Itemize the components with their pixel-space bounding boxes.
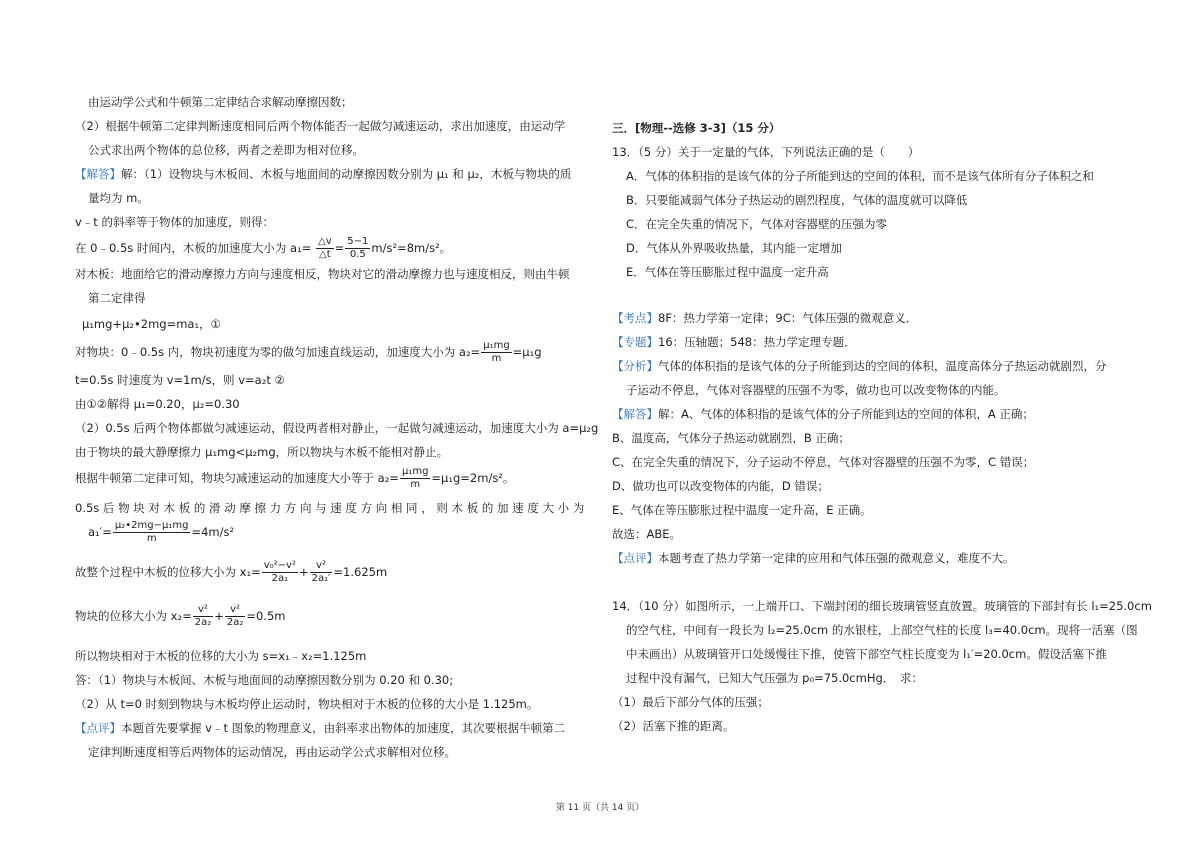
text: m/s²=8m/s²。 <box>371 241 452 255</box>
text-line: 第二定律得 <box>88 291 146 305</box>
answer-tag: 【解答】 <box>612 407 658 421</box>
text-line: t=0.5s 时速度为 v=1m/s，则 v=a₂t ② <box>75 373 285 387</box>
option-e: E．气体在等压膨胀过程中温度一定升高 <box>626 265 829 279</box>
text: + <box>214 609 224 623</box>
answer-tag: 【解答】 <box>75 167 121 181</box>
text-line: 子运动不停息，气体对容器壁的压强不为零，做功也可以改变物体的内能。 <box>626 383 1006 397</box>
formula-line <box>75 560 387 585</box>
text-line: 过程中没有漏气，已知大气压强为 p₀=75.0cmHg． 求： <box>626 671 924 685</box>
text-line: 由运动学公式和牛顿第二定律结合求解动摩擦因数； <box>88 95 353 109</box>
page-footer: 第 11 页（共 14 页） <box>555 803 645 813</box>
text-line: （1）最后下部分气体的压强； <box>612 695 769 709</box>
text: =4m/s² <box>191 525 235 539</box>
denominator: m <box>410 479 421 490</box>
text: 解：（1）设物块与木板间、木板与地面间的动摩擦因数分别为 μ₁ 和 μ₂，木板与物块的质 <box>121 167 572 181</box>
text-line: （2）根据牛顿第二定律判断速度相同后两个物体能否一起做匀减速运动，求出加速度，由运动学 <box>75 119 566 133</box>
formula-line <box>88 520 234 545</box>
text: 本题考查了热力学第一定律的应用和气体压强的微观意义，难度不大。 <box>658 551 1015 565</box>
fraction <box>113 520 191 545</box>
denominator: △t <box>319 249 331 260</box>
fraction <box>193 604 214 629</box>
text-line: 答：（1）物块与木板间、木板与地面间的动摩擦因数分别为 0.20 和 0.30; <box>75 673 454 687</box>
question-14: 14．（10 分）如图所示，一上端开口、下端封闭的细长玻璃管竖直放置。玻璃管的下部封有长 l₁=25.0cm <box>612 599 1152 613</box>
fraction <box>262 560 298 585</box>
formula-line <box>75 604 286 629</box>
topic-line <box>612 334 856 350</box>
fraction <box>316 236 334 261</box>
test-point-line <box>612 310 917 326</box>
text: 对物块：0﹣0.5s 内，物块初速度为零的做匀加速直线运动，加速度大小为 a₂= <box>75 345 481 359</box>
analysis-tag: 【分析】 <box>612 359 658 373</box>
text-line: C、在完全失重的情况下，分子运动不停息，气体对容器壁的压强不为零，C 错误； <box>612 455 1035 469</box>
review-tag: 【点评】 <box>612 551 658 565</box>
text: 根据牛顿第二定律可知，物块匀减速运动的加速度大小等于 a₂= <box>75 471 399 485</box>
numerator: μ₂•2mg−μ₁mg <box>114 520 189 531</box>
text: 故整个过程中木板的位移大小为 x₁= <box>75 565 261 579</box>
numerator: v₀²−v² <box>263 560 296 571</box>
text-line: 量均为 m。 <box>88 191 149 205</box>
text-line: 0.5s 后 物 块 对 木 板 的 滑 动 摩 擦 力 方 向 与 速 度 方 向 相 同 ， 则 木 板 的 加 速 度 大 小 为 <box>75 501 585 515</box>
section-title: 三．[物理--选修 3-3]（15 分） <box>612 121 781 135</box>
denominator: 2a₂ <box>194 617 212 628</box>
text: =0.5m <box>246 609 286 623</box>
fraction <box>400 466 430 491</box>
text: =μ₁g=2m/s²。 <box>431 471 515 485</box>
text: =μ₁g <box>512 345 542 359</box>
solution-line <box>75 166 571 182</box>
numerator: μ₁mg <box>483 340 510 351</box>
text-line: B、温度高，气体分子热运动就剧烈，B 正确； <box>612 431 850 445</box>
fraction <box>481 340 511 365</box>
text-line: E、气体在等压膨胀过程中温度一定升高，E 正确。 <box>612 503 872 517</box>
text-line: v﹣t 的斜率等于物体的加速度，则得： <box>75 215 274 229</box>
formula-line <box>75 466 514 491</box>
text: 解：A、气体的体积指的是该气体的分子所能到达的空间的体积，A 正确； <box>658 407 1034 421</box>
numerator: v² <box>193 604 214 617</box>
fraction <box>310 560 333 585</box>
text-line: 由①②解得 μ₁=0.20，μ₂=0.30 <box>75 397 240 411</box>
text: + <box>298 565 309 579</box>
text-line: 定律判断速度相等后两物体的运动情况，再由运动学公式求解相对位移。 <box>88 745 456 759</box>
text-line: 所以物块相对于木板的位移的大小为 s=x₁﹣x₂=1.125m <box>75 649 367 663</box>
text: =1.625m <box>333 565 388 579</box>
solution-line <box>612 406 1034 422</box>
text-line: μ₁mg+μ₂•2mg=ma₁，① <box>82 317 221 331</box>
text: 8F：热力学第一定律；9C：气体压强的微观意义． <box>658 311 918 325</box>
numerator: △v <box>318 236 332 247</box>
review-tag: 【点评】 <box>75 721 121 735</box>
text: 物块的位移大小为 x₂= <box>75 609 192 623</box>
formula-line <box>75 340 542 365</box>
review-line <box>75 720 565 736</box>
denominator: 2a₁′ <box>311 573 331 584</box>
option-c: C．在完全失重的情况下，气体对容器壁的压强为零 <box>626 217 888 231</box>
denominator: m <box>491 353 502 364</box>
denominator: 2a₁ <box>271 573 289 584</box>
text: 在 0﹣0.5s 时间内，木板的加速度大小为 a₁= <box>75 241 312 255</box>
denominator: 0.5 <box>349 249 366 260</box>
analysis-line <box>612 358 1107 374</box>
test-point-tag: 【考点】 <box>612 311 658 325</box>
text: 16：压轴题；548：热力学定理专题． <box>658 335 856 349</box>
text-line: （2）从 t=0 时刻到物块与木板均停止运动时，物块相对于木板的位移的大小是 1.125m。 <box>75 697 539 711</box>
text: 气体的体积指的是该气体的分子所能到达的空间的体积，温度高体分子热运动就剧烈，分 <box>658 359 1107 373</box>
topic-tag: 【专题】 <box>612 335 658 349</box>
text-line: 公式求出两个物体的总位移，两者之差即为相对位移。 <box>88 143 364 157</box>
numerator: v² <box>225 604 246 617</box>
formula-line: 在 0﹣0.5s 时间内，木板的加速度大小为 a₁= $\frac{\triangle v}{\triangle t}$ = $\frac{5-1}{0.5}$ m/s²=8m/s²。 <box>75 236 452 260</box>
text-line: 中未画出）从玻璃管开口处缓慢往下推，使管下部空气柱长度变为 l₁′=20.0cm。假设活塞下推 <box>626 647 1107 661</box>
denominator: m <box>146 533 157 544</box>
text: 本题首先要掌握 v﹣t 图象的物理意义，由斜率求出物体的加速度，其次要根据牛顿第二 <box>121 721 566 735</box>
text-line: 由于物块的最大静摩擦力 μ₁mg<μ₂mg，所以物块与木板不能相对静止。 <box>75 445 449 459</box>
question-13: 13．（5 分）关于一定量的气体，下列说法正确的是（ ） <box>612 145 920 159</box>
fraction <box>225 604 246 629</box>
denominator: 2a₂ <box>226 617 244 628</box>
text-line: 对木板：地面给它的滑动摩擦力方向与速度相反，物块对它的滑动摩擦力也与速度相反，则由牛顿 <box>75 267 570 281</box>
fraction <box>345 236 370 261</box>
numerator: v² <box>310 560 333 573</box>
text-line: 故选：ABE。 <box>612 527 682 541</box>
text: a₁′= <box>88 525 112 539</box>
text-line: 的空气柱，中间有一段长为 l₂=25.0cm 的水银柱，上部空气柱的长度 l₃=40.0cm。现将一活塞（图 <box>626 623 1138 637</box>
text-line: （2）活塞下推的距离。 <box>612 719 735 733</box>
review-line <box>612 550 1015 566</box>
option-b: B．只要能减弱气体分子热运动的剧烈程度，气体的温度就可以降低 <box>626 193 968 207</box>
option-d: D．气体从外界吸收热量，其内能一定增加 <box>626 241 842 255</box>
numerator: μ₁mg <box>401 466 429 477</box>
text-line: D、做功也可以改变物体的内能，D 错误； <box>612 479 829 493</box>
option-a: A．气体的体积指的是该气体的分子所能到达的空间的体积，而不是该气体所有分子体积之和 <box>626 169 1094 183</box>
text-line: （2）0.5s 后两个物体都做匀减速运动，假设两者相对静止，一起做匀减速运动，加速度大小为 a=μ₂g <box>75 421 599 435</box>
numerator: 5−1 <box>347 236 369 247</box>
